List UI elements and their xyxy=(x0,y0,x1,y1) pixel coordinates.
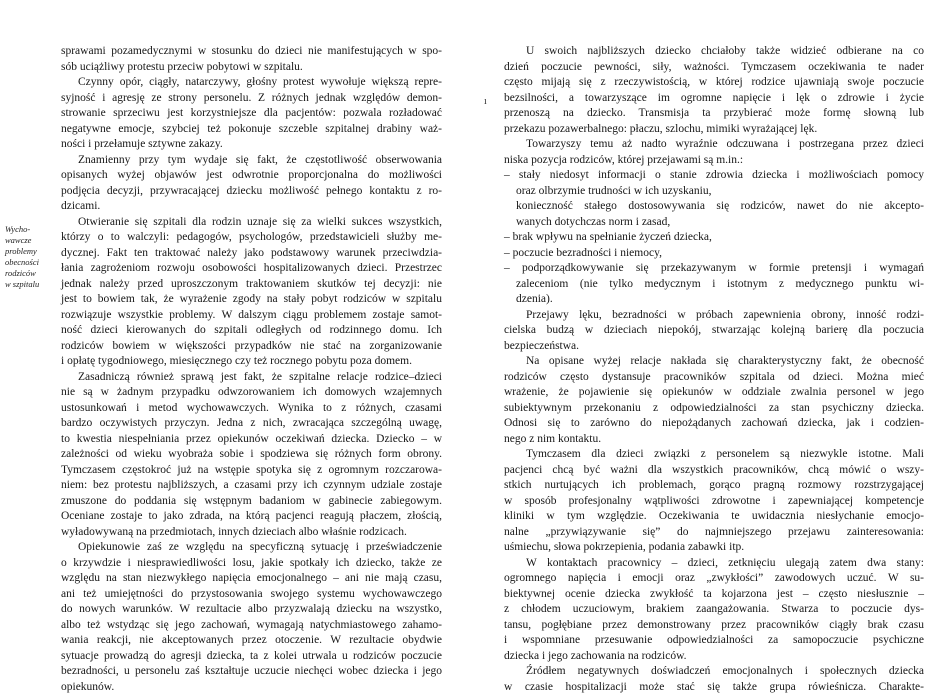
text-line: opiekunów. xyxy=(61,680,442,695)
text-line: niem: bez protestu najbliższych, a czasami przy ich czynnym udziale zostaje xyxy=(61,478,442,494)
text-line: którzy o to walczyli: pedagogów, psychologów, przedstawicieli służby me- xyxy=(61,230,442,246)
text-line: tansu, pogłębiane przez demonstrowany przez pracowników ciągły brak czasu xyxy=(504,618,924,634)
margin-note-line: Wycho- xyxy=(5,224,55,235)
text-line: konieczność stałego dostosowywania się rodziców, nawet do nie akcepto- xyxy=(504,199,924,215)
margin-note xyxy=(5,224,55,290)
text-line: albo też wstydząc się jego zachowań, wymagają natychmiastowego zahamo- xyxy=(61,618,442,634)
text-line: ności i przełamuje sztywne zakazy. xyxy=(61,137,442,153)
text-line: podjęcia decyzji, przywracającej dziecku możliwość pełnego kontaktu z ro- xyxy=(61,184,442,200)
text-line: ani też umiejętności do przystosowania swojego systemu wychowawczego xyxy=(61,587,442,603)
text-line: Oceniane zostaje to jako zdrada, na którą pacjenci reagują płaczem, złością, xyxy=(61,509,442,525)
text-line: Odnosi się to zarówno do niepożądanych zachowań dziecka, jak i codzien- xyxy=(504,416,924,432)
text-line: strowanie sprzeciwu jest korzystniejsze dla pacjentów: pozwala rozładować xyxy=(61,106,442,122)
text-line: pacjenci chcą być ważni dla wszystkich pracowników, chcą mówić o wszy- xyxy=(504,463,924,479)
margin-note-line: problemy xyxy=(5,246,55,257)
text-line: W kontaktach pracownicy – dzieci, zetknięciu ulegają zatem dwa stany: xyxy=(504,556,924,572)
text-line: i opłatę tygodniowego, miesięcznego czy też rocznego pobytu poza domem. xyxy=(61,354,442,370)
text-line: z chłodem uczuciowym, brakiem zaangażowania. Stwarza to poczucie dys- xyxy=(504,602,924,618)
text-line: zmuszone do poddania się wstępnym badaniom w gabinecie zabiegowym. xyxy=(61,494,442,510)
text-line: Opiekunowie zaś ze względu na specyficzną sytuację i przeświadczenie xyxy=(61,540,442,556)
text-line: sób uciążliwy protestu przeciw pobytowi w szpitalu. xyxy=(61,60,442,76)
text-line: Czynny opór, ciągły, natarczywy, głośny protest wywołuje większą repre- xyxy=(61,75,442,91)
text-line: – poczucie bezradności i niemocy, xyxy=(504,246,924,262)
text-line: Zasadniczą również sprawą jest fakt, że szpitalne relacje rodzice–dzieci xyxy=(61,370,442,386)
stray-mark: ı xyxy=(484,96,487,107)
text-line: Towarzyszy temu aż nadto wyraźnie odczuwana i postrzegana przez dzieci xyxy=(504,137,924,153)
margin-note-line: wawcze xyxy=(5,235,55,246)
left-text-column xyxy=(61,44,442,695)
text-line: opisanych wyżej objawów jest odwrotnie proporcjonalna do możliwości xyxy=(61,168,442,184)
right-text-column xyxy=(504,44,924,695)
text-line: łania zagrożeniom rozwoju osobowości hospitalizowanych dzieci. Przestrzec xyxy=(61,261,442,277)
margin-note-line: obecności xyxy=(5,257,55,268)
text-line: – stały niedosyt informacji o stanie zdrowia dziecka i możliwościach pomocy xyxy=(504,168,924,184)
text-line: syjność i agresję ze strony personelu. Z różnych jednak względów demon- xyxy=(61,91,442,107)
text-line: do nowych warunków. W rezultacie albo przyzwalają dziecku na wszystko, xyxy=(61,602,442,618)
text-line: o krzywdzie i niesprawiedliwości losu, jakie spotkały ich dziecko, także ze xyxy=(61,556,442,572)
text-line: nie są w żadnym przypadku odwzorowaniem ich domowych wzajemnych xyxy=(61,385,442,401)
text-line: wyładowywaną na przedmiotach, innych dzieciach albo właśnie rodzicach. xyxy=(61,525,442,541)
text-line: Otwieranie się szpitali dla rodzin uznaje się za wielki sukces wszystkich, xyxy=(61,215,442,231)
text-line: Na opisane wyżej relacje nakłada się charakterystyczny fakt, że obecność xyxy=(504,354,924,370)
text-line: Przejawy lęku, bezradności w próbach zapewnienia obrony, inność rodzi- xyxy=(504,308,924,324)
text-line: cielska budzą w dzieciach niepokój, stwarzając kolejną barierę dla poczucia xyxy=(504,323,924,339)
text-line: uśmiechu, słowa pokrzepienia, podania zabawki itp. xyxy=(504,540,924,556)
text-line: U swoich najbliższych dziecko chciałoby także widzieć odbierane na co xyxy=(504,44,924,60)
text-line: Tymczasem dla dzieci związki z personelem są niezwykle istotne. Mali xyxy=(504,447,924,463)
text-line: niska pozycja rodziców, której przejawami są m.in.: xyxy=(504,153,924,169)
text-line: i wspomniane przesuwanie odpowiedzialności za samopoczucie psychiczne xyxy=(504,633,924,649)
text-line: przenoszą na dziecko. Transmisja ta przybierać może formę słowną lub xyxy=(504,106,924,122)
text-line: dziecka i jego zachowania na rodziców. xyxy=(504,649,924,665)
text-line: Tymczasem częstokroć już na wstępie spotyka się z ogromnym rozczarowa- xyxy=(61,463,442,479)
text-line: względu na stan niezwykłego napięcia emocjonalnego – ani nie mają czasu, xyxy=(61,571,442,587)
text-line: Źródłem negatywnych doświadczeń emocjonalnych i społecznych dziecka xyxy=(504,664,924,680)
text-line: to kwestia niespełniania przez opiekunów oczekiwań dziecka. Dziecko – w xyxy=(61,432,442,448)
text-line: negatywne emocje, szybciej też pokonuje szczeble szpitalnej drabiny waż- xyxy=(61,122,442,138)
text-line: zaleceniom (nie tylko medycznym i istotnym z medycznego punktu wi- xyxy=(504,277,924,293)
text-line: Znamienny przy tym wydaje się fakt, że częstotliwość obserwowania xyxy=(61,153,442,169)
text-line: bezradności, u personelu zaś kształtuje uczucie niechęci wobec dziecka i jego xyxy=(61,664,442,680)
right-page xyxy=(470,0,947,670)
text-line: nego z nim kontaktu. xyxy=(504,432,924,448)
text-line: kliniki w tym względzie. Oczekiwania te uwidacznia niesłychanie emocjo- xyxy=(504,509,924,525)
text-line: w czasie hospitalizacji może stać się także grupa rówieśnicza. Charakte- xyxy=(504,680,924,695)
text-line: wania reakcji, nie akceptowanych przez otoczenie. W rezultacie obydwie xyxy=(61,633,442,649)
text-line: jednak należy przed uproszczonym traktowaniem skutków tej decyzji: nie xyxy=(61,277,442,293)
margin-note-line: rodziców xyxy=(5,268,55,279)
text-line: bezsilności, a towarzyszące im ogromne napięcie i lęk o zdrowie i życie xyxy=(504,91,924,107)
text-line: dycznej. Fakt ten traktować należy jako podstawowy warunek przeciwdzia- xyxy=(61,246,442,262)
text-line: oraz olbrzymie trudności w ich uzyskaniu, xyxy=(504,184,924,200)
text-line: zależności od wieku wyobraża sobie i spodziewa się różnych form obrony. xyxy=(61,447,442,463)
text-line: dzień poczucie pewności, siły, ważności. Tymczasem oczekiwania te nader xyxy=(504,60,924,76)
text-line: stkich nurtujących ich problemach, gorąco pragną rozmowy rozstrzygającej xyxy=(504,478,924,494)
text-line: – podporządkowywanie się przekazywanym w formie pretensji i wymagań xyxy=(504,261,924,277)
margin-note-line: w szpitalu xyxy=(5,279,55,290)
text-line: dzicami. xyxy=(61,199,442,215)
text-line: subiektywnym przekonaniu z odpowiedzialności za stan psychiczny dziecka. xyxy=(504,401,924,417)
text-line: często mijają się z rzeczywistością, w której rodzice ujawniają swoje poczucie xyxy=(504,75,924,91)
text-line: sytuacje prowadzą do agresji dziecka, ta z kolei utrwala u rodziców poczucie xyxy=(61,649,442,665)
text-line: bardzo oczywistych przyczyn. Jedna z nich, zwracająca szczególną uwagę, xyxy=(61,416,442,432)
text-line: przekazu pozawerbalnego: płaczu, szlochu, mimiki wyrażającej lęk. xyxy=(504,122,924,138)
text-line: rozwiązuje wszystkie problemy. W dalszym ciągu problemem zostaje samot- xyxy=(61,308,442,324)
text-line: bezpieczeństwa. xyxy=(504,339,924,355)
text-line: ustosunkowań i metod wychowawczych. Wynika to z różnych, czasami xyxy=(61,401,442,417)
text-line: dzenia). xyxy=(504,292,924,308)
text-line: ność dzieci kierowanych do szpitali odległych od rodzinnego domu. Ich xyxy=(61,323,442,339)
text-line: w sposób profesjonalny wątpliwości zdrowotne i zapewniającej kompetencje xyxy=(504,494,924,510)
text-line: wrażenie, że pojawienie się opiekunów w oddziale zwalnia personel w jego xyxy=(504,385,924,401)
text-line: jest to bowiem tak, że wyrażenie zgody na stały pobyt rodziców w szpitalu xyxy=(61,292,442,308)
text-line: rodziców często dystansuje pracowników szpitala od dzieci. Można mieć xyxy=(504,370,924,386)
text-line: sprawami pozamedycznymi w stosunku do dzieci nie manifestujących w spo- xyxy=(61,44,442,60)
text-line: – brak wpływu na spełnianie życzeń dziecka, xyxy=(504,230,924,246)
text-line: nalne „przywiązywanie się” do najmniejszego przejawu zainteresowania: xyxy=(504,525,924,541)
text-line: rodziców bowiem w większości przypadków nie stać na zorganizowanie xyxy=(61,339,442,355)
text-line: wanych dotychczas norm i zasad, xyxy=(504,215,924,231)
text-line: ogromnego napięcia i emocji oraz „zwykłości” zawodowych uczuć. W su- xyxy=(504,571,924,587)
text-line: biektywnej ocenie dziecka zwykłość ta kojarzona jest – często niesłusznie – xyxy=(504,587,924,603)
left-page xyxy=(0,0,470,670)
